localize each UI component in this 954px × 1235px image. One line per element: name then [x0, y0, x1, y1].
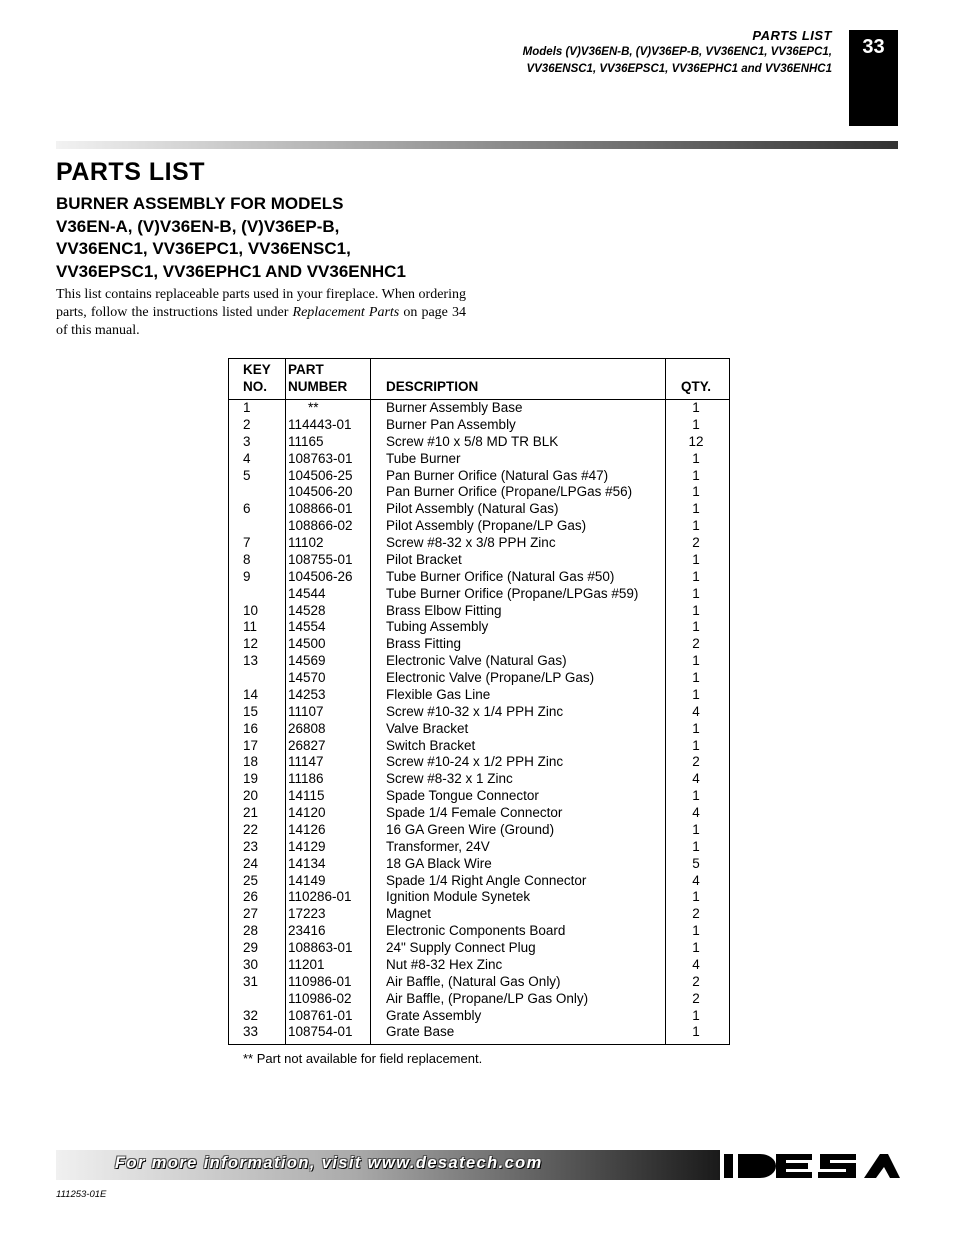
- part-number-cell: 104506-20: [288, 484, 353, 500]
- qty-cell: 2: [692, 990, 700, 1006]
- description-cell: Grate Assembly: [386, 1007, 482, 1023]
- column-header-part-line: PART: [288, 362, 324, 377]
- key-cell: 25: [243, 872, 259, 888]
- logo-text: DESA: [724, 1151, 727, 1152]
- description-cell: Spade Tongue Connector: [386, 788, 539, 804]
- table-row: [229, 923, 729, 940]
- part-number-cell: 14253: [288, 686, 326, 702]
- part-number-cell: 14569: [288, 653, 326, 669]
- description-cell: Switch Bracket: [386, 737, 476, 753]
- table-row: [229, 856, 729, 873]
- header-models-line-2: VV36ENSC1, VV36EPSC1, VV36EPHC1 and VV36ENHC1: [526, 63, 832, 75]
- table-row: [229, 586, 729, 603]
- part-number-cell: 110986-02: [288, 990, 352, 1006]
- qty-cell: 1: [692, 838, 700, 854]
- qty-cell: 1: [692, 653, 700, 669]
- description-cell: Grate Base: [386, 1024, 455, 1040]
- description-cell: Pilot Bracket: [386, 551, 462, 567]
- part-number-cell: 11186: [288, 771, 324, 787]
- table-row: [229, 434, 729, 451]
- key-cell: 4: [243, 450, 251, 466]
- description-cell: Valve Bracket: [386, 720, 469, 736]
- part-number-cell: 108763-01: [288, 450, 353, 466]
- qty-cell: 1: [692, 720, 700, 736]
- part-number-cell: 108866-01: [288, 501, 353, 517]
- key-cell: 3: [243, 433, 251, 449]
- part-number-cell: 108754-01: [288, 1024, 353, 1040]
- table-row: [229, 1008, 729, 1025]
- description-cell: Ignition Module Synetek: [386, 889, 531, 905]
- key-cell: 21: [243, 805, 259, 820]
- qty-cell: 1: [692, 568, 700, 584]
- part-number-cell: 14149: [288, 872, 326, 888]
- table-row: [229, 552, 729, 569]
- intro-text-before: This list contains replaceable parts used in your fireplace. When ordering parts, follow the instructions listed under: [56, 287, 466, 320]
- key-cell: 22: [243, 821, 259, 837]
- key-cell: 17: [243, 737, 259, 753]
- table-row: [229, 906, 729, 923]
- part-number-cell: 108863-01: [288, 940, 353, 955]
- description-cell: Electronic Components Board: [386, 923, 566, 939]
- table-row: [229, 535, 729, 552]
- column-header-key-line: KEY: [243, 362, 271, 377]
- qty-cell: 1: [692, 400, 700, 415]
- part-number-cell: 104506-25: [288, 467, 353, 483]
- key-cell: 15: [243, 703, 259, 719]
- qty-cell: 1: [692, 518, 700, 534]
- column-header-part: [288, 361, 347, 395]
- qty-cell: 4: [692, 872, 700, 888]
- key-cell: 6: [243, 501, 251, 517]
- table-row: [229, 1024, 729, 1041]
- qty-cell: 1: [692, 1024, 700, 1040]
- page-number-tab: [849, 30, 898, 126]
- description-cell: Air Baffle, (Natural Gas Only): [386, 973, 561, 989]
- part-number-cell: 11147: [288, 754, 324, 770]
- description-cell: Screw #8-32 x 3/8 PPH Zinc: [386, 535, 556, 550]
- qty-cell: 1: [692, 670, 700, 685]
- footer-website-text: For more information, visit www.desatech.com: [115, 1154, 543, 1172]
- part-number-cell: 14544: [288, 585, 326, 601]
- table-row: [229, 889, 729, 906]
- table-row: [229, 569, 729, 586]
- qty-cell: 1: [692, 619, 700, 635]
- key-cell: 32: [243, 1007, 259, 1023]
- qty-cell: 1: [692, 501, 700, 517]
- description-cell: Air Baffle, (Propane/LP Gas Only): [386, 990, 589, 1006]
- description-cell: Transformer, 24V: [386, 838, 490, 854]
- qty-cell: 1: [692, 1007, 700, 1023]
- qty-cell: 2: [692, 636, 700, 652]
- qty-cell: 1: [692, 686, 700, 702]
- page-number: 33: [862, 36, 885, 58]
- table-row: [229, 653, 729, 670]
- key-cell: 18: [243, 754, 259, 770]
- key-cell: 10: [243, 602, 259, 618]
- qty-cell: 1: [692, 602, 700, 618]
- table-row: [229, 974, 729, 991]
- description-cell: Pan Burner Orifice (Propane/LPGas #56): [386, 484, 633, 500]
- qty-cell: 1: [692, 585, 700, 601]
- key-cell: 13: [243, 653, 259, 669]
- qty-cell: 1: [692, 889, 700, 905]
- key-cell: 2: [243, 416, 251, 432]
- key-cell: 28: [243, 923, 259, 939]
- intro-emphasis: Replacement Parts: [292, 305, 400, 320]
- description-cell: Magnet: [386, 906, 432, 922]
- part-number-cell: 108761-01: [288, 1007, 353, 1023]
- header-gradient-bar: [56, 141, 898, 149]
- key-cell: 14: [243, 686, 259, 702]
- part-number-cell: 14129: [288, 838, 326, 854]
- qty-cell: 4: [692, 805, 700, 820]
- qty-cell: 1: [692, 821, 700, 837]
- description-cell: Burner Pan Assembly: [386, 416, 516, 432]
- description-cell: Tube Burner Orifice (Natural Gas #50): [386, 568, 615, 584]
- table-row: [229, 400, 729, 417]
- description-cell: Tube Burner: [386, 450, 461, 466]
- key-cell: 30: [243, 956, 259, 972]
- table-row: [229, 704, 729, 721]
- key-cell: 19: [243, 771, 259, 787]
- key-cell: 11: [243, 619, 258, 635]
- description-cell: Brass Fitting: [386, 636, 462, 652]
- table-row: [229, 603, 729, 620]
- description-cell: Flexible Gas Line: [386, 686, 491, 702]
- key-cell: 1: [243, 400, 251, 415]
- table-row: [229, 619, 729, 636]
- table-row: [229, 687, 729, 704]
- description-cell: Tubing Assembly: [386, 619, 489, 635]
- subtitle-line: VV36EPSC1, VV36EPHC1 AND VV36ENHC1: [56, 261, 406, 281]
- table-row: [229, 991, 729, 1008]
- part-number-cell: 11107: [288, 703, 324, 719]
- header-models-line-1: Models (V)V36EN-B, (V)V36EP-B, VV36ENC1, VV36EPC1,: [522, 46, 832, 58]
- subtitle-line: VV36ENC1, VV36EPC1, VV36ENSC1,: [56, 239, 351, 258]
- table-row: [229, 468, 729, 485]
- description-cell: Pilot Assembly (Natural Gas): [386, 501, 559, 517]
- table-row: [229, 805, 729, 822]
- part-number-cell: 14115: [288, 788, 325, 804]
- column-header-qty: QTY.: [680, 379, 711, 394]
- column-header-description: DESCRIPTION: [386, 379, 479, 394]
- qty-cell: 1: [692, 940, 700, 955]
- part-number-cell: 14554: [288, 619, 326, 635]
- part-number-cell: 26827: [288, 737, 326, 753]
- key-cell: 29: [243, 940, 259, 955]
- description-cell: Screw #10-24 x 1/2 PPH Zinc: [386, 754, 564, 770]
- key-cell: 7: [243, 535, 251, 550]
- part-number-cell: 108755-01: [288, 551, 353, 567]
- description-cell: Nut #8-32 Hex Zinc: [386, 956, 503, 972]
- table-row: [229, 873, 729, 890]
- table-row: [229, 518, 729, 535]
- header-section-title: PARTS LIST: [752, 28, 832, 43]
- qty-cell: 4: [692, 703, 700, 719]
- description-cell: Spade 1/4 Female Connector: [386, 805, 563, 820]
- column-header-key: [243, 361, 271, 395]
- column-header-key-line: NO.: [243, 379, 268, 394]
- subtitle-line: BURNER ASSEMBLY FOR MODELS: [56, 194, 344, 213]
- description-cell: Pilot Assembly (Propane/LP Gas): [386, 518, 587, 534]
- description-cell: Tube Burner Orifice (Propane/LPGas #59): [386, 585, 639, 601]
- description-cell: Screw #8-32 x 1 Zinc: [386, 771, 513, 787]
- table-row: [229, 484, 729, 501]
- qty-cell: 2: [692, 754, 700, 770]
- desa-logo: [724, 1151, 900, 1181]
- qty-cell: 2: [692, 535, 700, 550]
- part-number-cell: 11165: [288, 433, 324, 449]
- document-number: 111253-01E: [56, 1189, 107, 1200]
- part-number-cell: 14528: [288, 602, 326, 618]
- parts-table: [228, 358, 730, 1045]
- footnote: ** Part not available for field replacement.: [243, 1051, 483, 1066]
- qty-cell: 1: [692, 551, 700, 567]
- part-number-cell: 104506-26: [288, 568, 353, 584]
- table-row: [229, 417, 729, 434]
- table-row: [229, 451, 729, 468]
- part-number-cell: 14570: [288, 670, 326, 685]
- description-cell: Pan Burner Orifice (Natural Gas #47): [386, 467, 609, 483]
- table-body: [229, 400, 729, 1041]
- key-cell: 20: [243, 788, 259, 804]
- table-row: [229, 501, 729, 518]
- description-cell: Brass Elbow Fitting: [386, 602, 502, 618]
- description-cell: Spade 1/4 Right Angle Connector: [386, 872, 587, 888]
- intro-text-after: on page 34 of this manual.: [56, 305, 466, 338]
- key-cell: 8: [243, 551, 251, 567]
- qty-cell: 1: [692, 923, 700, 939]
- table-row: [229, 839, 729, 856]
- subtitle-line: V36EN-A, (V)V36EN-B, (V)V36EP-B,: [56, 216, 340, 236]
- qty-cell: 1: [692, 484, 700, 500]
- table-row: [229, 788, 729, 805]
- part-number-cell: 14134: [288, 855, 326, 871]
- table-row: [229, 940, 729, 957]
- description-cell: 24" Supply Connect Plug: [386, 940, 536, 955]
- table-row: [229, 754, 729, 771]
- qty-cell: 5: [692, 855, 700, 871]
- description-cell: Electronic Valve (Natural Gas): [386, 653, 567, 669]
- table-row: [229, 721, 729, 738]
- qty-cell: 4: [692, 771, 700, 787]
- key-cell: 31: [243, 973, 259, 989]
- description-cell: Electronic Valve (Propane/LP Gas): [386, 670, 595, 685]
- description-cell: 18 GA Black Wire: [386, 855, 492, 871]
- part-number-cell: 17223: [288, 906, 326, 922]
- key-cell: 16: [243, 720, 259, 736]
- qty-cell: 1: [692, 737, 700, 753]
- table-row: [229, 957, 729, 974]
- qty-cell: 1: [692, 788, 700, 804]
- part-number-cell: 11102: [288, 535, 324, 550]
- section-subtitle: [56, 193, 536, 283]
- table-row: [229, 636, 729, 653]
- qty-cell: 1: [692, 416, 700, 432]
- part-number-cell: 110286-01: [288, 889, 352, 905]
- table-row: [229, 822, 729, 839]
- part-number-cell: 14500: [288, 636, 326, 652]
- key-cell: 12: [243, 636, 259, 652]
- qty-cell: 2: [692, 906, 700, 922]
- key-cell: 24: [243, 855, 259, 871]
- part-number-cell: 114443-01: [288, 416, 352, 432]
- qty-cell: 2: [692, 973, 700, 989]
- key-cell: 23: [243, 838, 259, 854]
- page-header: [523, 28, 832, 77]
- qty-cell: 12: [688, 433, 704, 449]
- table-row: [229, 738, 729, 755]
- column-header-part-line: NUMBER: [288, 379, 348, 394]
- qty-cell: 4: [692, 956, 700, 972]
- table-row: [229, 771, 729, 788]
- part-number-cell: 14120: [288, 805, 326, 820]
- qty-cell: 1: [692, 450, 700, 466]
- description-cell: Screw #10 x 5/8 MD TR BLK: [386, 433, 559, 449]
- page-title: PARTS LIST: [56, 158, 205, 186]
- part-number-cell: 26808: [288, 720, 326, 736]
- table-row: [229, 670, 729, 687]
- key-cell: 9: [243, 568, 251, 584]
- description-cell: Screw #10-32 x 1/4 PPH Zinc: [386, 703, 564, 719]
- part-number-cell: 14126: [288, 821, 326, 837]
- key-cell: 5: [243, 467, 251, 483]
- part-number-cell: **: [308, 400, 319, 415]
- part-number-cell: 23416: [288, 923, 326, 939]
- key-cell: 33: [243, 1024, 259, 1040]
- part-number-cell: 11201: [288, 956, 325, 972]
- part-number-cell: 110986-01: [288, 973, 352, 989]
- description-cell: Burner Assembly Base: [386, 400, 523, 415]
- description-cell: 16 GA Green Wire (Ground): [386, 821, 555, 837]
- key-cell: 26: [243, 889, 259, 905]
- key-cell: 27: [243, 906, 259, 922]
- intro-paragraph: [56, 286, 466, 340]
- part-number-cell: 108866-02: [288, 518, 353, 534]
- qty-cell: 1: [692, 467, 700, 483]
